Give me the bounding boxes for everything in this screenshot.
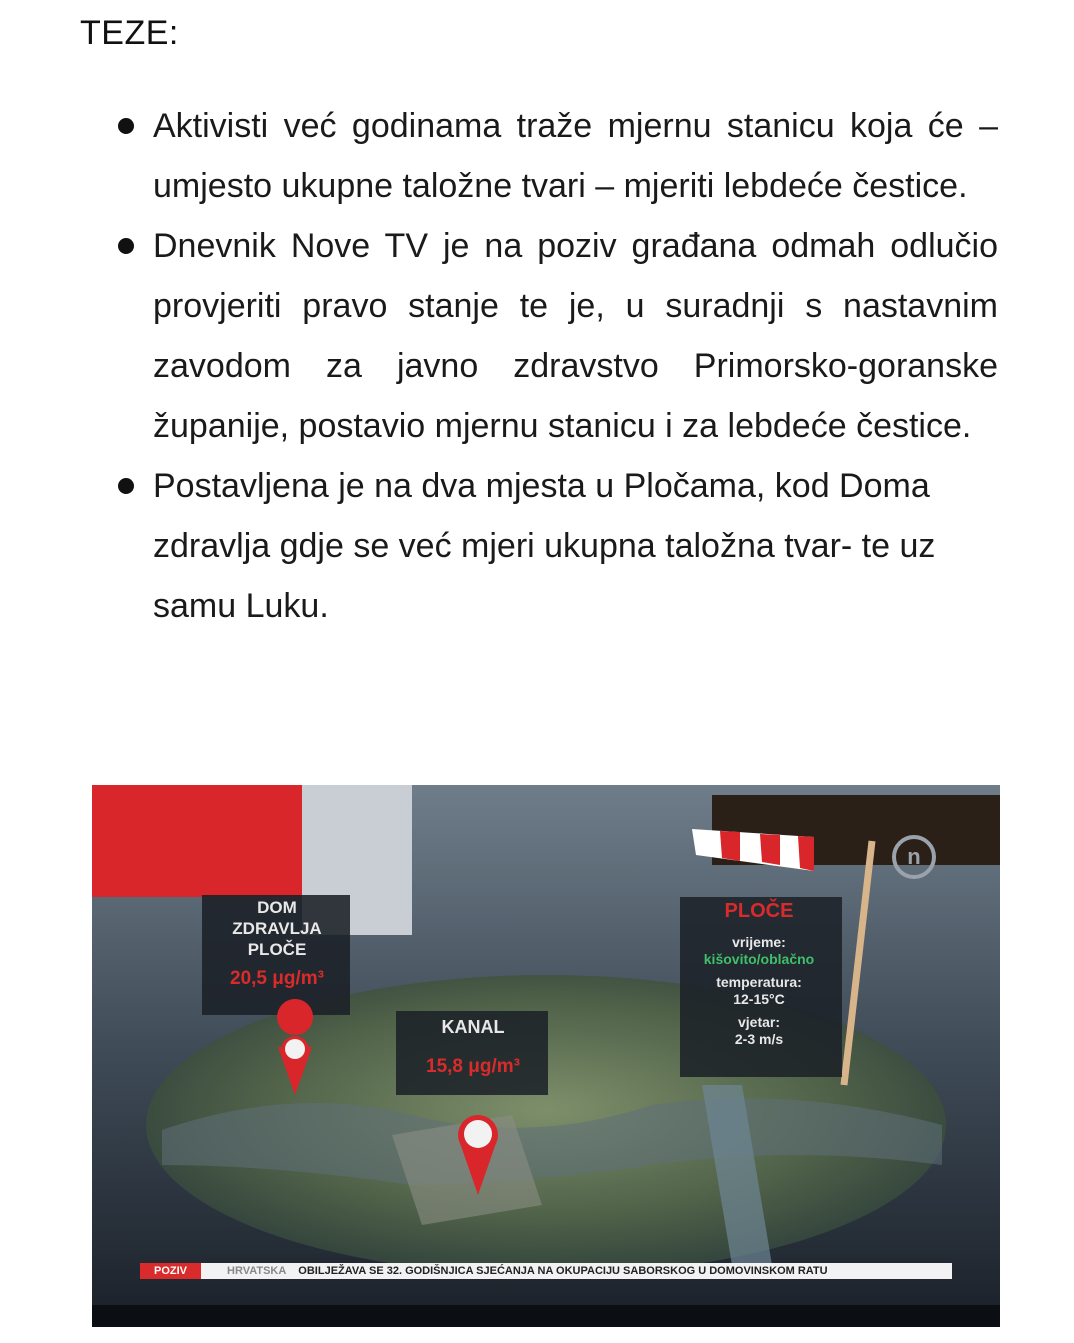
dom-label-line3: PLOČE [247,940,307,959]
dom-zdravlja-panel [204,897,350,989]
dom-label-line1: DOM [257,898,297,917]
ticker-tag: POZIV [140,1263,201,1279]
vrijeme-value: kišovito/oblačno [703,951,815,967]
list-item-text: Postavljena je na dva mjesta u Pločama, kod Doma zdravlja gdje se već mjeri ukupna taložna tvar- te uz samu Luku. [153,467,936,625]
news-ticker [140,1263,952,1279]
page-heading: TEZE: [80,14,179,52]
ticker-message: OBILJEŽAVA SE 32. GODIŠNJICA SJEĆANJA NA OKUPACIJU SABORSKOG U DOMOVINSKOM RATU [298,1265,828,1277]
kanal-panel [398,1017,548,1078]
list-item [112,456,998,636]
tv-screenshot [92,785,1000,1327]
ticker-category: HRVATSKA [227,1265,287,1277]
vjetar-label: vjetar: [737,1014,781,1030]
bullet-dot-icon [118,118,134,134]
temperatura-label: temperatura: [716,974,802,990]
bullet-dot-icon [118,478,134,494]
dom-label-line2: ZDRAVLJA [232,919,322,938]
list-item-text: Dnevnik Nove TV je na poziv građana odmah odlučio provjeriti pravo stanje te je, u suradnji s nastavnim zavodom za javno zdravstvo Primorsko-goranske županije, postavio mjernu stanicu i za lebdeće čestice. [153,227,998,445]
list-item [112,96,998,216]
ploce-weather-panel [682,900,836,1048]
list-item-text: Aktivisti već godinama traže mjernu stanicu koja će – umjesto ukupne taložne tvari – mjeriti lebdeće čestice. [153,107,998,205]
vrijeme-label: vrijeme: [732,934,786,950]
temperatura-value: 12-15°C [733,991,785,1007]
dom-value: 20,5 μg/m³ [230,968,324,989]
list-item [112,216,998,456]
kanal-value: 15,8 μg/m³ [426,1056,520,1077]
ploce-title: PLOČE [724,900,794,922]
thesis-list [112,96,998,636]
nova-tv-logo-icon: n [892,835,936,879]
bullet-dot-icon [118,238,134,254]
vjetar-value: 2-3 m/s [734,1031,784,1047]
kanal-label: KANAL [441,1017,505,1037]
